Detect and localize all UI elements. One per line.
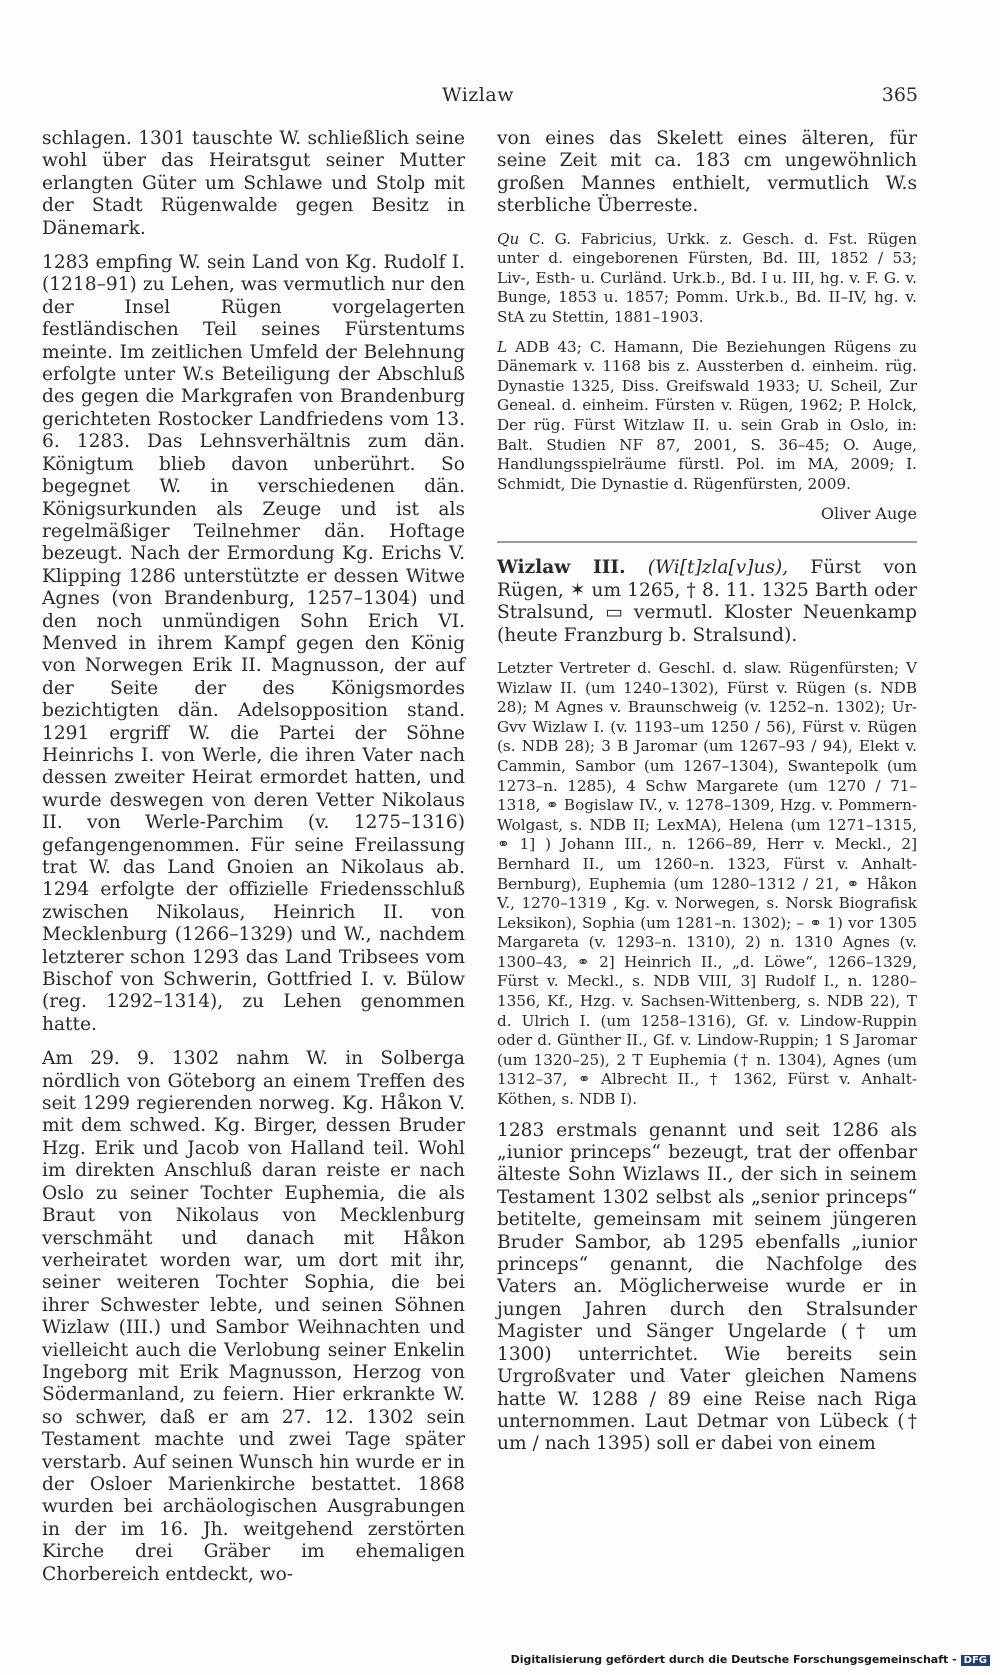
sources-paragraph [497,230,917,328]
entry-name: Wizlaw III. [497,557,626,579]
left-column [42,128,465,1598]
literature-text: ADB 43; C. Hamann, Die Beziehungen Rügens zu Dänemark v. 1168 bis z. Aussterben d. einheim. rüg. Dynastie 1325, Diss. Greifswald 1933; U. Scheil, Zur Geneal. d. einheim. Fürsten v. Rügen, 1962; P. Holck, Der rüg. Fürst Witzlaw II. u. sein Grab in Oslo, in: Balt. Studien NF 87, 2001, S. 36–45; O. Auge, Handlungsspielräume fürstl. Pol. im MA, 2009; I. Schmidt, Die Dynastie d. Rügenfürsten, 2009. [497,337,917,493]
dfg-logo: DFG [961,1655,990,1666]
entry-divider [497,541,917,543]
paragraph: Am 29. 9. 1302 nahm W. in Solberga nördlich von Göteborg an einem Treffen des seit 1299 regierenden norweg. Kg. Håkon V. mit dem schwed. Kg. Birger, dessen Bruder Hzg. Erik und Jacob von Halland teil. Wohl im direkten Anschluß daran reiste er nach Oslo zu seiner Tochter Euphemia, die als Braut von Nikolaus von Mecklenburg verschmäht und danach mit Håkon verheiratet worden war, um dort mit ihr, seiner weiteren Tochter Sophia, die bei ihrer Schwester lebte, und seinen Söhnen Wizlaw (III.) und Sambor Weihnachten und vielleicht auch die Verlobung seiner Enkelin Ingeborg mit Erik Magnusson, Herzog von Södermanland, zu feiern. Hier erkrankte W. so schwer, daß er am 27. 12. 1302 sein Testament machte und zwei Tage später verstarb. Auf seinen Wunsch hin wurde er in der Osloer Marienkirche bestattet. 1868 wurden bei archäologischen Ausgrabungen in der im 16. Jh. weitgehend zerstörten Kirche drei Gräber im ehemaligen Chorbereich entdeckt, wo- [42,1048,465,1585]
paragraph: schlagen. 1301 tauschte W. schließlich seine wohl über das Heiratsgut seiner Mutter erlangten Güter um Schlawe und Stolp mit der Stadt Rügenwalde gegen Besitz in Dänemark. [42,128,465,239]
paragraph: 1283 erstmals genannt und seit 1286 als „iunior princeps“ bezeugt, trat der offenbar älteste Sohn Wizlaws II., der sich in seinem Testament 1302 selbst als „senior princeps“ betitelte, gemeinsam mit seinem jüngeren Bruder Sambor, ab 1295 ebenfalls „iunior princeps“ genannt, die Nachfolge des Vaters an. Möglicherweise wurde er in jungen Jahren durch den Stralsunder Magister und Sänger Ungelarde († um 1300) unterrichtet. Wie bereits sein Urgroßvater und Vater gleichen Namens hatte W. 1288 / 89 eine Reise nach Riga unternommen. Laut Detmar von Lübeck († um / nach 1395) soll er dabei von einem [497,1119,917,1455]
footer-text: Digitalisierung gefördert durch die Deutsche Forschungsgemeinschaft - [510,1653,957,1666]
entry-dates: Fürst von Rügen, ✶ um 1265, † 8. 11. 1325 Barth oder Stralsund, ▭ vermutl. Kloster Neuenkamp (heute Franzburg b. Stralsund). [497,557,917,646]
digitization-footer [511,1653,990,1666]
page-header [38,84,918,112]
entry-latin-name: (Wi[t]zla[v]us), [625,557,789,579]
page-number: 365 [881,84,918,106]
literature-label: L [497,337,508,356]
genealogy-paragraph: Letzter Vertreter d. Geschl. d. slaw. Rügenfürsten; V Wizlaw II. (um 1240–1302), Fürst v. Rügen (s. NDB 28); M Agnes v. Braunschweig (v. 1252–n. 1302); Ur-Gvv Wizlaw I. (v. 1193–um 1250 / 56), Fürst v. Rügen (s. NDB 28); 3 B Jaromar (um 1267–93 / 94), Elekt v. Cammin, Sambor (um 1267–1304), Swantepolk (um 1273–n. 1285), 4 Schw Margarete (um 1270 / 71–1318, ⚭ Bogislaw IV., v. 1278–1309, Hzg. v. Pommern-Wolgast, s. NDB II; LexMA), Helena (um 1271–1315, ⚭ 1] ) Johann III., n. 1266–89, Herr v. Meckl., 2] Bernhard II., um 1260–n. 1323, Fürst v. Anhalt-Bernburg), Euphemia (um 1280–1312 / 21, ⚭ Håkon V., 1270–1319 , Kg. v. Norwegen, s. Norsk Biografisk Leksikon), Sophia (um 1281–n. 1302); – ⚭ 1) vor 1305 Margareta (v. 1293–n. 1310), 2) n. 1310 Agnes (v. 1300–43, ⚭ 2] Heinrich II., „d. Löwe“, 1266–1329, Fürst v. Meckl., s. NDB VIII, 3] Rudolf I., n. 1280–1356, Kf., Hzg. v. Sachsen-Wittenberg, s. NDB 22), T d. Ulrich I. (um 1258–1316), Gf. v. Lindow-Ruppin oder d. Günther II., Gf. v. Lindow-Ruppin; 1 S Jaromar (um 1320–25), 2 T Euphemia († n. 1304), Agnes (um 1312–37, ⚭ Albrecht II., † 1362, Fürst v. Anhalt-Köthen, s. NDB I). [497,658,917,1109]
paragraph: 1283 empfing W. sein Land von Kg. Rudolf I. (1218–91) zu Lehen, was vermutlich nur den der Insel Rügen vorgelagerten festländischen Teil seines Fürstentums meinte. Im zeitlichen Umfeld der Belehnung erfolgte unter W.s Beteiligung der Abschluß des gegen die Markgrafen von Brandenburg gerichteten Rostocker Landfriedens vom 13. 6. 1283. Das Lehnsverhältnis zum dän. Königtum blieb davon unberührt. So begegnet W. in verschiedenen dän. Königsurkunden als Zeuge und ist als regelmäßiger Teilnehmer dän. Hoftage bezeugt. Nach der Ermordung Kg. Erichs V. Klipping 1286 unterstützte er dessen Witwe Agnes (von Brandenburg, 1257–1304) und den noch unmündigen Sohn Erich VI. Menved in ihrem Kampf gegen den König von Norwegen Erik II. Magnusson, der auf der Seite der des Königsmordes bezichtigten dän. Adelsopposition stand. 1291 ergriff W. die Partei der Söhne Heinrichs I. von Werle, die ihren Vater nach dessen zweiter Heirat ermordet hatten, und wurde deswegen von deren Vetter Nikolaus II. von Werle-Parchim (v. 1275–1316) gefangengenommen. Für seine Freilassung trat W. das Land Gnoien an Nikolaus ab. 1294 erfolgte der offizielle Friedensschluß zwischen Nikolaus, Heinrich II. von Mecklenburg (1266–1329) und W., nachdem letzterer schon 1293 das Land Tribsees vom Bischof von Schwerin, Gottfried I. v. Bülow (reg. 1292–1314), zu Lehen genommen hatte. [42,252,465,1035]
author-signature: Oliver Auge [820,504,917,524]
entry-heading [497,557,917,647]
paragraph: von eines das Skelett eines älteren, für seine Zeit mit ca. 183 cm ungewöhnlich großen Mannes enthielt, vermutlich W.s sterbliche Überreste. [497,128,917,217]
sources-label: Qu [497,229,520,248]
right-column [497,128,917,1468]
sources-text: C. G. Fabricius, Urkk. z. Gesch. d. Fst. Rügen unter d. eingeborenen Fürsten, Bd. III, 1852 / 53; Liv-, Esth- u. Curländ. Urk.b., Bd. I u. III, hg. v. F. G. v. Bunge, 1853 u. 1857; Pomm. Urk.b., Bd. II–IV, hg. v. StA zu Stettin, 1881–1903. [497,229,917,326]
literature-paragraph [497,338,917,495]
running-title: Wizlaw [442,84,514,106]
